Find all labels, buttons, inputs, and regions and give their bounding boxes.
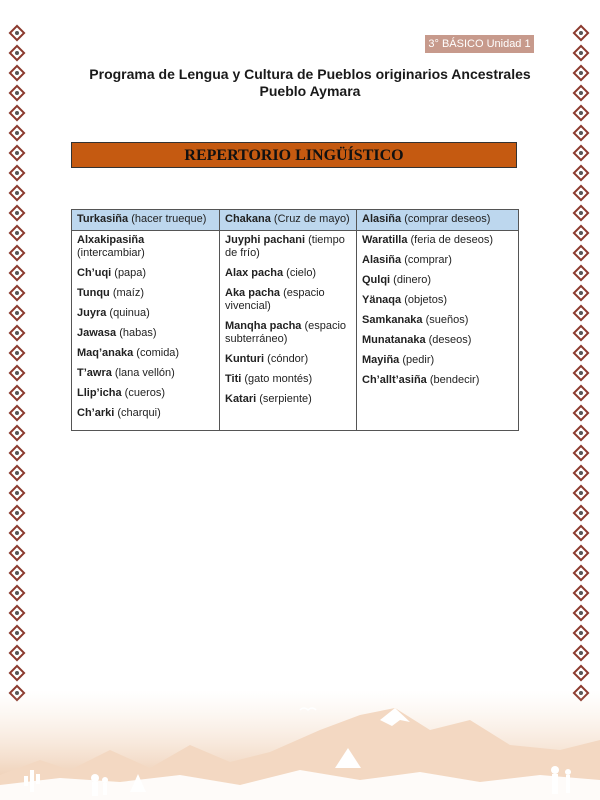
vocabulary-entry: Katari (serpiente) bbox=[225, 393, 312, 405]
ornament-diamond-icon bbox=[8, 624, 26, 642]
ornament-diamond-icon bbox=[572, 544, 590, 562]
ornament-diamond-icon bbox=[8, 204, 26, 222]
vocabulary-entry: Maq’anaka (comida) bbox=[77, 347, 180, 359]
table-header-row bbox=[72, 210, 519, 231]
ornament-diamond-icon bbox=[8, 464, 26, 482]
ornament-diamond-icon bbox=[572, 304, 590, 322]
vocabulary-entry: Aka pacha (espacio vivencial) bbox=[225, 287, 325, 312]
ornament-diamond-icon bbox=[572, 664, 590, 682]
vocabulary-entry: T’awra (lana vellón) bbox=[77, 367, 175, 379]
ornament-diamond-icon bbox=[572, 484, 590, 502]
column-header: Chakana (Cruz de mayo) bbox=[220, 210, 357, 231]
ornament-diamond-icon bbox=[572, 584, 590, 602]
ornament-diamond-icon bbox=[572, 444, 590, 462]
ornament-diamond-icon bbox=[8, 304, 26, 322]
ornament-diamond-icon bbox=[572, 144, 590, 162]
ornament-diamond-icon bbox=[8, 344, 26, 362]
ornament-diamond-icon bbox=[572, 384, 590, 402]
ornament-diamond-icon bbox=[572, 604, 590, 622]
ornament-diamond-icon bbox=[8, 324, 26, 342]
ornament-diamond-icon bbox=[8, 364, 26, 382]
vocabulary-entry: Waratilla (feria de deseos) bbox=[362, 234, 494, 246]
document-title-line1: Programa de Lengua y Cultura de Pueblos originarios Ancestrales bbox=[89, 66, 531, 82]
ornament-diamond-icon bbox=[572, 424, 590, 442]
vocabulary-entry: Munatanaka (deseos) bbox=[362, 334, 472, 346]
vocabulary-entry: Mayiña (pedir) bbox=[362, 354, 435, 366]
column-header: Alasiña (comprar deseos) bbox=[357, 210, 519, 231]
ornament-diamond-icon bbox=[572, 264, 590, 282]
vocabulary-entry: Llip’icha (cueros) bbox=[77, 387, 166, 399]
ornament-diamond-icon bbox=[8, 184, 26, 202]
vocabulary-entry: Ch’uqi (papa) bbox=[77, 267, 147, 279]
ornament-diamond-icon bbox=[8, 284, 26, 302]
left-ornament-border bbox=[6, 0, 30, 700]
landscape-illustration bbox=[0, 690, 600, 800]
ornament-diamond-icon bbox=[8, 44, 26, 62]
right-ornament-border bbox=[570, 0, 594, 700]
vocabulary-table bbox=[71, 209, 519, 431]
vocabulary-entry: Ch’arki (charqui) bbox=[77, 407, 161, 419]
table-cell bbox=[220, 231, 357, 431]
table-cell bbox=[357, 231, 519, 431]
ornament-diamond-icon bbox=[572, 124, 590, 142]
ornament-diamond-icon bbox=[572, 404, 590, 422]
vocabulary-entry: Juyphi pachani (tiempo de frío) bbox=[225, 234, 345, 259]
ornament-diamond-icon bbox=[572, 44, 590, 62]
ornament-diamond-icon bbox=[572, 324, 590, 342]
ornament-diamond-icon bbox=[572, 564, 590, 582]
ornament-diamond-icon bbox=[8, 544, 26, 562]
ornament-diamond-icon bbox=[8, 564, 26, 582]
vocabulary-entry: Samkanaka (sueños) bbox=[362, 314, 469, 326]
ornament-diamond-icon bbox=[8, 384, 26, 402]
ornament-diamond-icon bbox=[8, 404, 26, 422]
vocabulary-entry: Alasiña (comprar) bbox=[362, 254, 452, 266]
ornament-diamond-icon bbox=[572, 364, 590, 382]
ornament-diamond-icon bbox=[8, 144, 26, 162]
vocabulary-entry: Manqha pacha (espacio subterráneo) bbox=[225, 320, 347, 345]
ornament-diamond-icon bbox=[572, 84, 590, 102]
section-banner: REPERTORIO LINGÜÍSTICO bbox=[71, 142, 517, 168]
table-row bbox=[72, 231, 519, 431]
ornament-diamond-icon bbox=[572, 184, 590, 202]
ornament-diamond-icon bbox=[8, 84, 26, 102]
vocabulary-entry: Titi (gato montés) bbox=[225, 373, 313, 385]
ornament-diamond-icon bbox=[8, 124, 26, 142]
vocabulary-entry: Ch’allt’asiña (bendecir) bbox=[362, 374, 480, 386]
vocabulary-entry: Alax pacha (cielo) bbox=[225, 267, 317, 279]
column-header: Turkasiña (hacer trueque) bbox=[72, 210, 220, 231]
ornament-diamond-icon bbox=[8, 264, 26, 282]
ornament-diamond-icon bbox=[572, 64, 590, 82]
table-cell bbox=[72, 231, 220, 431]
ornament-diamond-icon bbox=[572, 244, 590, 262]
grade-unit-badge: 3° BÁSICO Unidad 1 bbox=[425, 35, 534, 53]
ornament-diamond-icon bbox=[8, 164, 26, 182]
ornament-diamond-icon bbox=[8, 64, 26, 82]
vocabulary-entry: Jawasa (habas) bbox=[77, 327, 157, 339]
ornament-diamond-icon bbox=[8, 424, 26, 442]
document-title-line2: Pueblo Aymara bbox=[259, 83, 361, 99]
ornament-diamond-icon bbox=[572, 284, 590, 302]
ornament-diamond-icon bbox=[572, 464, 590, 482]
ornament-diamond-icon bbox=[8, 104, 26, 122]
ornament-diamond-icon bbox=[8, 504, 26, 522]
ornament-diamond-icon bbox=[8, 24, 26, 42]
ornament-diamond-icon bbox=[572, 624, 590, 642]
ornament-diamond-icon bbox=[572, 224, 590, 242]
ornament-diamond-icon bbox=[8, 584, 26, 602]
vocabulary-entry: Juyra (quinua) bbox=[77, 307, 150, 319]
ornament-diamond-icon bbox=[8, 604, 26, 622]
ornament-diamond-icon bbox=[572, 24, 590, 42]
ornament-diamond-icon bbox=[572, 504, 590, 522]
vocabulary-entry: Kunturi (cóndor) bbox=[225, 353, 309, 365]
ornament-diamond-icon bbox=[8, 224, 26, 242]
ornament-diamond-icon bbox=[8, 664, 26, 682]
ornament-diamond-icon bbox=[572, 344, 590, 362]
ornament-diamond-icon bbox=[8, 484, 26, 502]
vocabulary-entry: Qulqi (dinero) bbox=[362, 274, 432, 286]
ornament-diamond-icon bbox=[8, 644, 26, 662]
ornament-diamond-icon bbox=[8, 244, 26, 262]
vocabulary-entry: Tunqu (maíz) bbox=[77, 287, 145, 299]
ornament-diamond-icon bbox=[8, 524, 26, 542]
vocabulary-entry: Alxakipasiña (intercambiar) bbox=[77, 234, 145, 259]
ornament-diamond-icon bbox=[572, 524, 590, 542]
ornament-diamond-icon bbox=[572, 204, 590, 222]
ornament-diamond-icon bbox=[572, 164, 590, 182]
ornament-diamond-icon bbox=[8, 444, 26, 462]
ornament-diamond-icon bbox=[572, 104, 590, 122]
vocabulary-entry: Yänaqa (objetos) bbox=[362, 294, 447, 306]
ornament-diamond-icon bbox=[572, 644, 590, 662]
